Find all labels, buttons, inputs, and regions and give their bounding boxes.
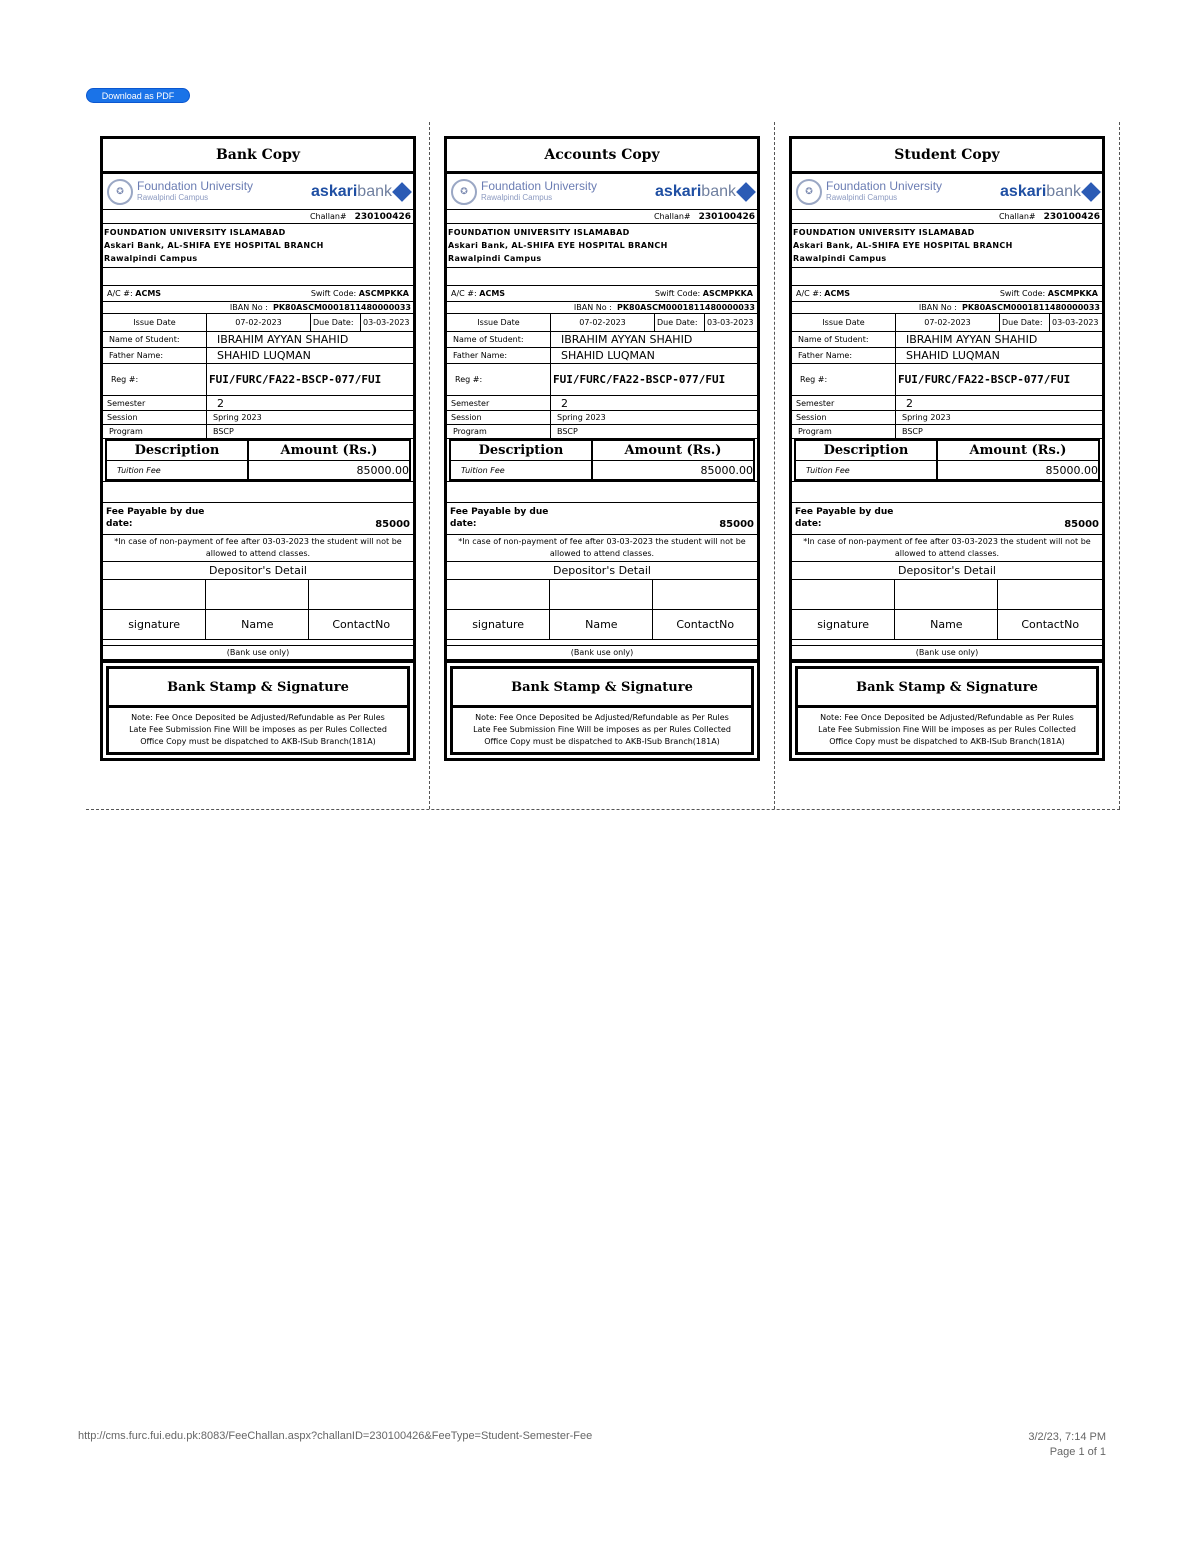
institution-info	[792, 224, 1102, 268]
semester-row	[103, 396, 413, 411]
footer-url: http://cms.furc.fui.edu.pk:8083/FeeChallan.aspx?challanID=230100426&FeeType=Student-Semester-Fee	[78, 1430, 593, 1442]
depositor-fields	[792, 580, 1102, 610]
due-date-value: 03-03-2023	[707, 318, 754, 327]
session-row	[103, 411, 413, 425]
copy-separator	[774, 122, 775, 809]
description-header: Description	[796, 441, 938, 460]
issue-date-label: Issue Date	[447, 314, 551, 331]
bank-stamp-section	[100, 660, 416, 761]
father-name-row	[103, 348, 413, 364]
bank-branch: Askari Bank, AL-SHIFA EYE HOSPITAL BRANCH	[448, 241, 668, 250]
logo-university-name: Foundation University	[826, 178, 943, 193]
copy-separator	[429, 122, 430, 809]
logo-bank-name-light: bank	[1046, 182, 1081, 200]
iban-row	[792, 302, 1102, 314]
bank-stamp-title: Bank Stamp & Signature	[450, 666, 754, 708]
account-row	[447, 286, 757, 302]
note-line: Note: Fee Once Deposited be Adjusted/Refundable as Per Rules	[131, 713, 385, 722]
copy-separator	[1119, 122, 1120, 809]
bank-stamp-title: Bank Stamp & Signature	[795, 666, 1099, 708]
amount-header: Amount (Rs.)	[624, 443, 722, 458]
challan-label: Challan#	[653, 212, 691, 221]
student-name-row	[103, 332, 413, 348]
father-name-value: SHAHID LUQMAN	[217, 349, 311, 362]
student-name-value: IBRAHIM AYYAN SHAHID	[217, 333, 349, 346]
depositor-labels	[792, 610, 1102, 640]
iban-value: PK80ASCM0001811480000033	[272, 303, 411, 312]
copy-title: Student Copy	[789, 136, 1105, 174]
challan-number: 230100426	[354, 211, 411, 222]
contact-field	[653, 580, 757, 609]
logo-campus-name: Rawalpindi Campus	[826, 192, 898, 202]
issue-date-value: 07-02-2023	[207, 314, 311, 331]
semester-label: Semester	[792, 396, 896, 410]
father-name-value: SHAHID LUQMAN	[561, 349, 655, 362]
account-label: A/C #:	[796, 289, 822, 298]
semester-value: 2	[217, 396, 224, 410]
challan-number: 230100426	[698, 211, 755, 222]
contact-label: ContactNo	[676, 618, 735, 631]
fee-amount: 85000.00	[700, 463, 753, 477]
name-label: Name	[550, 610, 653, 639]
payable-label: Fee Payable by due date:	[106, 507, 205, 529]
reg-value: FUI/FURC/FA22-BSCP-077/FUI	[209, 372, 382, 386]
payable-value: 85000	[1064, 519, 1099, 530]
bank-use-only: (Bank use only)	[792, 646, 1102, 660]
fee-name: Tuition Fee	[107, 461, 249, 479]
student-name-label: Name of Student:	[447, 332, 551, 347]
amount-header: Amount (Rs.)	[280, 443, 378, 458]
name-label: Name	[206, 610, 309, 639]
reg-label: Reg #:	[792, 364, 896, 395]
askari-bank-logo	[311, 183, 409, 201]
father-name-value: SHAHID LUQMAN	[906, 349, 1000, 362]
session-row	[792, 411, 1102, 425]
bank-branch: Askari Bank, AL-SHIFA EYE HOSPITAL BRANCH	[104, 241, 324, 250]
fee-table-header	[107, 439, 409, 461]
program-label: Program	[792, 425, 896, 438]
logo-row	[444, 174, 760, 210]
depositor-title: Depositor's Detail	[103, 562, 413, 580]
challan-copy	[789, 136, 1105, 761]
program-row	[447, 425, 757, 439]
depositor-title: Depositor's Detail	[447, 562, 757, 580]
fee-name: Tuition Fee	[451, 461, 593, 479]
foundation-university-logo	[796, 179, 942, 205]
bank-stamp-title: Bank Stamp & Signature	[106, 666, 410, 708]
iban-value: PK80ASCM0001811480000033	[961, 303, 1100, 312]
logo-bank-name-bold: askari	[655, 182, 702, 200]
blank-row	[792, 481, 1102, 503]
logo-university-name: Foundation University	[481, 178, 598, 193]
account-row	[103, 286, 413, 302]
askari-bank-logo	[655, 183, 753, 201]
semester-row	[447, 396, 757, 411]
reg-value: FUI/FURC/FA22-BSCP-077/FUI	[898, 372, 1071, 386]
institution-info	[447, 224, 757, 268]
fee-note	[106, 708, 410, 755]
contact-label: ContactNo	[332, 618, 391, 631]
depositor-title: Depositor's Detail	[792, 562, 1102, 580]
fee-amount: 85000.00	[356, 463, 409, 477]
contact-field	[998, 580, 1102, 609]
signature-field	[103, 580, 206, 609]
institution-name: FOUNDATION UNIVERSITY ISLAMABAD	[104, 228, 286, 237]
father-name-row	[447, 348, 757, 364]
payable-row	[447, 503, 757, 535]
note-line: Office Copy must be dispatched to AKB-ISub Branch(181A)	[484, 737, 720, 746]
account-value: ACMS	[479, 289, 506, 298]
father-name-label: Father Name:	[792, 348, 896, 363]
session-row	[447, 411, 757, 425]
blank-row	[447, 268, 757, 286]
university-emblem-icon: ✪	[796, 179, 822, 205]
session-value: Spring 2023	[902, 413, 951, 422]
institution-name: FOUNDATION UNIVERSITY ISLAMABAD	[793, 228, 975, 237]
campus-name: Rawalpindi Campus	[104, 254, 198, 263]
note-line: Late Fee Submission Fine Will be imposes as per Rules Collected	[818, 725, 1076, 734]
due-date-label: Due Date:	[655, 314, 705, 331]
payable-value: 85000	[375, 519, 410, 530]
semester-value: 2	[561, 396, 568, 410]
iban-value: PK80ASCM0001811480000033	[616, 303, 755, 312]
reg-row	[792, 364, 1102, 396]
issue-date-label: Issue Date	[103, 314, 207, 331]
session-label: Session	[103, 411, 207, 424]
download-pdf-button[interactable]: Download as PDF	[86, 88, 190, 103]
contact-field	[309, 580, 413, 609]
session-value: Spring 2023	[557, 413, 606, 422]
dates-row	[792, 314, 1102, 332]
logo-bank-name-light: bank	[701, 182, 736, 200]
foundation-university-logo	[107, 179, 253, 205]
blank-row	[103, 268, 413, 286]
bank-stamp-section	[789, 660, 1105, 761]
fee-table-header	[451, 439, 753, 461]
due-date-label: Due Date:	[1000, 314, 1050, 331]
signature-field	[792, 580, 895, 609]
account-label: A/C #:	[107, 289, 133, 298]
due-date-value: 03-03-2023	[363, 318, 410, 327]
logo-bank-name-bold: askari	[311, 182, 358, 200]
fee-note	[450, 708, 754, 755]
swift-value: ASCMPKKA	[702, 289, 753, 298]
swift-label: Swift Code:	[999, 289, 1046, 298]
depositor-fields	[103, 580, 413, 610]
student-name-row	[792, 332, 1102, 348]
bank-use-only: (Bank use only)	[103, 646, 413, 660]
account-value: ACMS	[135, 289, 162, 298]
session-label: Session	[792, 411, 896, 424]
challan-number-row	[103, 210, 413, 224]
student-name-label: Name of Student:	[792, 332, 896, 347]
swift-label: Swift Code:	[310, 289, 357, 298]
note-line: Note: Fee Once Deposited be Adjusted/Refundable as Per Rules	[475, 713, 729, 722]
askari-diamond-icon	[1081, 182, 1101, 202]
note-line: Late Fee Submission Fine Will be imposes as per Rules Collected	[129, 725, 387, 734]
description-header: Description	[451, 441, 593, 460]
issue-date-label: Issue Date	[792, 314, 896, 331]
issue-date-value: 07-02-2023	[896, 314, 1000, 331]
account-row	[792, 286, 1102, 302]
blank-row	[103, 481, 413, 503]
swift-label: Swift Code:	[654, 289, 701, 298]
session-value: Spring 2023	[213, 413, 262, 422]
swift-value: ASCMPKKA	[1047, 289, 1098, 298]
account-value: ACMS	[824, 289, 851, 298]
due-date-value: 03-03-2023	[1052, 318, 1099, 327]
account-label: A/C #:	[451, 289, 477, 298]
note-line: Late Fee Submission Fine Will be imposes as per Rules Collected	[473, 725, 731, 734]
logo-row	[789, 174, 1105, 210]
reg-row	[447, 364, 757, 396]
program-row	[792, 425, 1102, 439]
issue-date-value: 07-02-2023	[551, 314, 655, 331]
askari-bank-logo	[1000, 183, 1098, 201]
challan-copy	[444, 136, 760, 761]
father-name-row	[792, 348, 1102, 364]
dates-row	[103, 314, 413, 332]
iban-row	[103, 302, 413, 314]
logo-bank-name-light: bank	[357, 182, 392, 200]
contact-label: ContactNo	[1021, 618, 1080, 631]
university-emblem-icon: ✪	[451, 179, 477, 205]
challan-number-row	[447, 210, 757, 224]
logo-university-name: Foundation University	[137, 178, 254, 193]
swift-value: ASCMPKKA	[358, 289, 409, 298]
iban-row	[447, 302, 757, 314]
challan-number-row	[792, 210, 1102, 224]
non-payment-notice: *In case of non-payment of fee after 03-03-2023 the student will not be allowed to attend classes.	[103, 535, 413, 562]
footer-datetime: 3/2/23, 7:14 PM	[1028, 1431, 1106, 1443]
semester-label: Semester	[447, 396, 551, 410]
father-name-label: Father Name:	[103, 348, 207, 363]
description-header: Description	[107, 441, 249, 460]
logo-campus-name: Rawalpindi Campus	[481, 192, 553, 202]
challan-copy	[100, 136, 416, 761]
campus-name: Rawalpindi Campus	[448, 254, 542, 263]
logo-bank-name-bold: askari	[1000, 182, 1047, 200]
logo-row	[100, 174, 416, 210]
fee-table-header	[796, 439, 1098, 461]
signature-label: signature	[792, 610, 895, 639]
copy-title: Bank Copy	[100, 136, 416, 174]
iban-label: IBAN No :	[918, 303, 957, 312]
fee-amount: 85000.00	[1045, 463, 1098, 477]
student-name-value: IBRAHIM AYYAN SHAHID	[561, 333, 693, 346]
fee-name: Tuition Fee	[796, 461, 938, 479]
university-emblem-icon: ✪	[107, 179, 133, 205]
signature-label: signature	[447, 610, 550, 639]
program-row	[103, 425, 413, 439]
dates-row	[447, 314, 757, 332]
iban-label: IBAN No :	[229, 303, 268, 312]
depositor-labels	[447, 610, 757, 640]
program-value: BSCP	[902, 427, 923, 436]
student-name-label: Name of Student:	[103, 332, 207, 347]
reg-value: FUI/FURC/FA22-BSCP-077/FUI	[553, 372, 726, 386]
depositor-labels	[103, 610, 413, 640]
fee-note	[795, 708, 1099, 755]
footer-info	[1028, 1430, 1106, 1460]
reg-row	[103, 364, 413, 396]
semester-label: Semester	[103, 396, 207, 410]
bank-branch: Askari Bank, AL-SHIFA EYE HOSPITAL BRANCH	[793, 241, 1013, 250]
program-value: BSCP	[557, 427, 578, 436]
due-date-label: Due Date:	[311, 314, 361, 331]
program-label: Program	[103, 425, 207, 438]
institution-info	[103, 224, 413, 268]
institution-name: FOUNDATION UNIVERSITY ISLAMABAD	[448, 228, 630, 237]
payable-value: 85000	[719, 519, 754, 530]
payable-label: Fee Payable by due date:	[795, 507, 894, 529]
note-line: Office Copy must be dispatched to AKB-ISub Branch(181A)	[829, 737, 1065, 746]
payable-row	[792, 503, 1102, 535]
signature-field	[447, 580, 550, 609]
note-line: Note: Fee Once Deposited be Adjusted/Refundable as Per Rules	[820, 713, 1074, 722]
name-label: Name	[895, 610, 998, 639]
askari-diamond-icon	[392, 182, 412, 202]
bank-stamp-section	[444, 660, 760, 761]
non-payment-notice: *In case of non-payment of fee after 03-03-2023 the student will not be allowed to attend classes.	[447, 535, 757, 562]
depositor-fields	[447, 580, 757, 610]
logo-campus-name: Rawalpindi Campus	[137, 192, 209, 202]
note-line: Office Copy must be dispatched to AKB-ISub Branch(181A)	[140, 737, 376, 746]
challan-label: Challan#	[309, 212, 347, 221]
campus-name: Rawalpindi Campus	[793, 254, 887, 263]
challan-label: Challan#	[998, 212, 1036, 221]
askari-diamond-icon	[736, 182, 756, 202]
name-field	[550, 580, 653, 609]
amount-header: Amount (Rs.)	[969, 443, 1067, 458]
student-name-row	[447, 332, 757, 348]
semester-value: 2	[906, 396, 913, 410]
program-label: Program	[447, 425, 551, 438]
blank-row	[447, 481, 757, 503]
name-field	[895, 580, 998, 609]
name-field	[206, 580, 309, 609]
session-label: Session	[447, 411, 551, 424]
fee-row	[107, 461, 409, 479]
challan-number: 230100426	[1043, 211, 1100, 222]
payable-label: Fee Payable by due date:	[450, 507, 549, 529]
foundation-university-logo	[451, 179, 597, 205]
student-name-value: IBRAHIM AYYAN SHAHID	[906, 333, 1038, 346]
fee-row	[796, 461, 1098, 479]
non-payment-notice: *In case of non-payment of fee after 03-03-2023 the student will not be allowed to attend classes.	[792, 535, 1102, 562]
reg-label: Reg #:	[447, 364, 551, 395]
footer-page: Page 1 of 1	[1049, 1446, 1106, 1458]
program-value: BSCP	[213, 427, 234, 436]
blank-row	[792, 268, 1102, 286]
signature-label: signature	[103, 610, 206, 639]
fee-row	[451, 461, 753, 479]
bank-use-only: (Bank use only)	[447, 646, 757, 660]
payable-row	[103, 503, 413, 535]
reg-label: Reg #:	[103, 364, 207, 395]
father-name-label: Father Name:	[447, 348, 551, 363]
iban-label: IBAN No :	[573, 303, 612, 312]
semester-row	[792, 396, 1102, 411]
copy-title: Accounts Copy	[444, 136, 760, 174]
